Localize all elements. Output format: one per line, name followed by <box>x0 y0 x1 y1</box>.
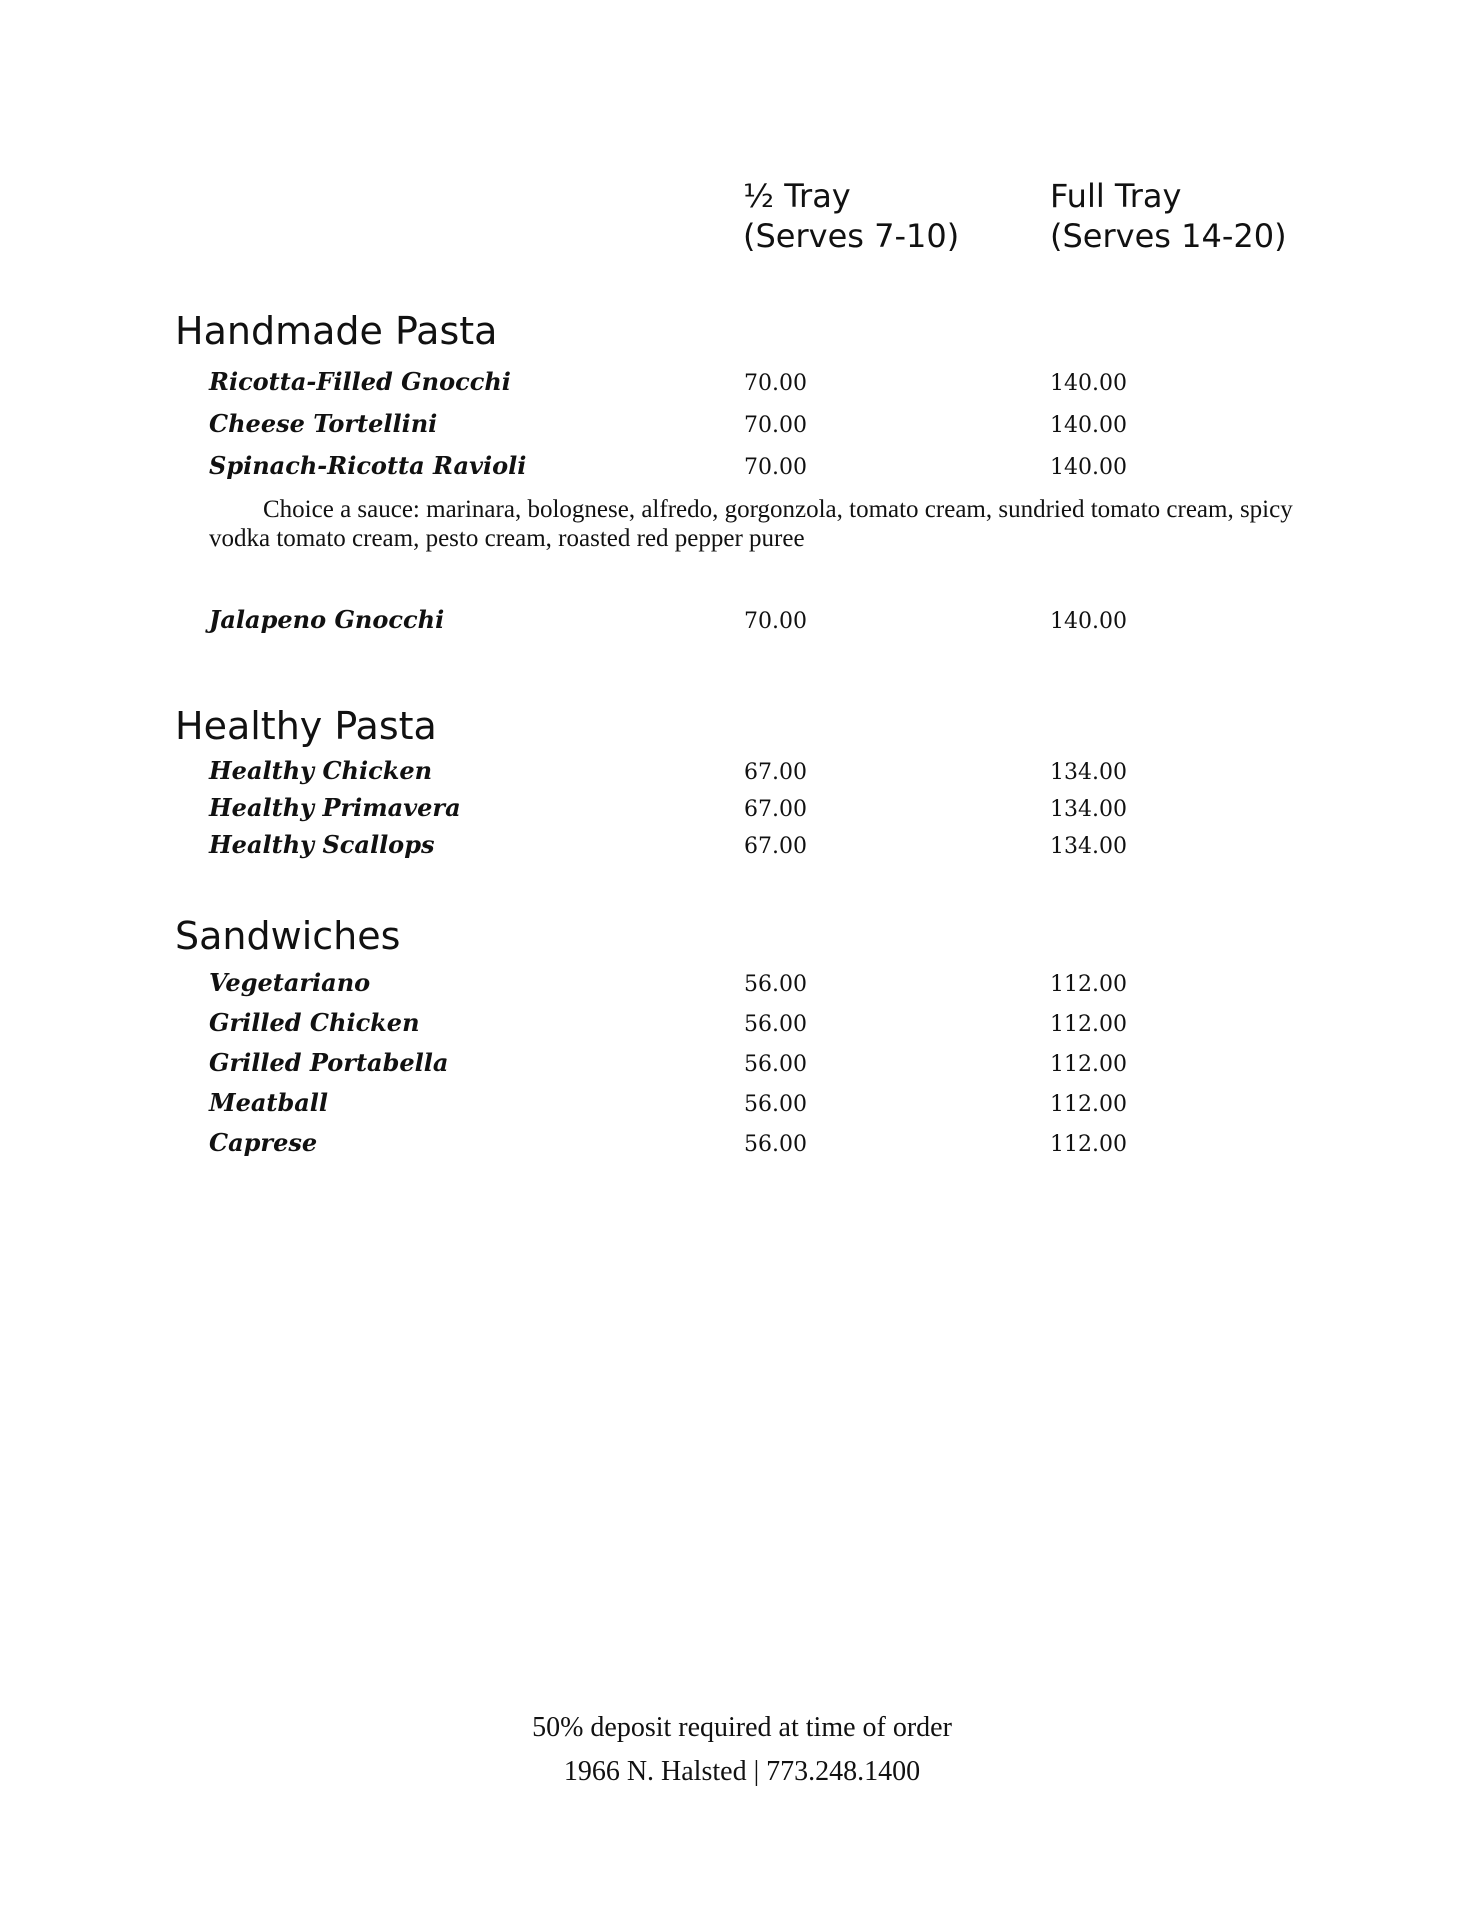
full-tray-price: 112.00 <box>1050 1132 1127 1157</box>
item-name: Grilled Chicken <box>209 1008 420 1037</box>
item-name: Jalapeno Gnocchi <box>209 605 445 634</box>
half-tray-price: 56.00 <box>744 1012 807 1037</box>
item-name: Vegetariano <box>209 968 371 997</box>
section-title-sandwiches: Sandwiches <box>175 914 401 958</box>
address-phone: 1966 N. Halsted | 773.248.1400 <box>563 1756 921 1787</box>
full-tray-price: 112.00 <box>1050 1012 1127 1037</box>
half-tray-label: ½ Tray <box>743 177 851 215</box>
half-tray-price: 67.00 <box>744 834 807 859</box>
full-tray-price: 112.00 <box>1050 1092 1127 1117</box>
full-tray-label: Full Tray <box>1050 177 1182 215</box>
sauce-choice-text: Choice a sauce: marinara, bolognese, alfredo, gorgonzola, tomato cream, sundried tomato cream, spicy vodka tomato cream, pesto cream, roasted red pepper puree <box>209 496 1293 552</box>
item-name: Grilled Portabella <box>209 1048 449 1077</box>
full-tray-price: 112.00 <box>1050 972 1127 997</box>
full-tray-serves: (Serves 14-20) <box>1050 217 1287 255</box>
full-tray-price: 112.00 <box>1050 1052 1127 1077</box>
item-name: Healthy Scallops <box>209 830 435 859</box>
full-tray-column-header <box>1050 176 1287 256</box>
full-tray-price: 134.00 <box>1050 760 1127 785</box>
section-title-healthy-pasta: Healthy Pasta <box>175 704 437 748</box>
item-name: Meatball <box>209 1088 329 1117</box>
half-tray-price: 56.00 <box>744 972 807 997</box>
half-tray-column-header <box>743 176 959 256</box>
half-tray-price: 56.00 <box>744 1092 807 1117</box>
full-tray-price: 134.00 <box>1050 834 1127 859</box>
half-tray-price: 67.00 <box>744 797 807 822</box>
half-tray-price: 56.00 <box>744 1132 807 1157</box>
sauce-choice-note <box>209 495 1329 553</box>
half-tray-price: 70.00 <box>744 413 807 438</box>
full-tray-price: 140.00 <box>1050 413 1127 438</box>
half-tray-price: 70.00 <box>744 609 807 634</box>
item-name: Healthy Primavera <box>209 793 461 822</box>
full-tray-price: 134.00 <box>1050 797 1127 822</box>
item-name: Healthy Chicken <box>209 756 433 785</box>
deposit-note: 50% deposit required at time of order <box>532 1712 952 1743</box>
half-tray-price: 70.00 <box>744 371 807 396</box>
full-tray-price: 140.00 <box>1050 609 1127 634</box>
item-name: Spinach-Ricotta Ravioli <box>209 451 527 480</box>
half-tray-price: 67.00 <box>744 760 807 785</box>
half-tray-price: 70.00 <box>744 455 807 480</box>
item-name: Ricotta-Filled Gnocchi <box>209 367 511 396</box>
half-tray-price: 56.00 <box>744 1052 807 1077</box>
section-title-handmade-pasta: Handmade Pasta <box>175 309 498 353</box>
item-name: Cheese Tortellini <box>209 409 438 438</box>
full-tray-price: 140.00 <box>1050 455 1127 480</box>
half-tray-serves: (Serves 7-10) <box>743 217 960 255</box>
item-name: Caprese <box>209 1128 318 1157</box>
full-tray-price: 140.00 <box>1050 371 1127 396</box>
